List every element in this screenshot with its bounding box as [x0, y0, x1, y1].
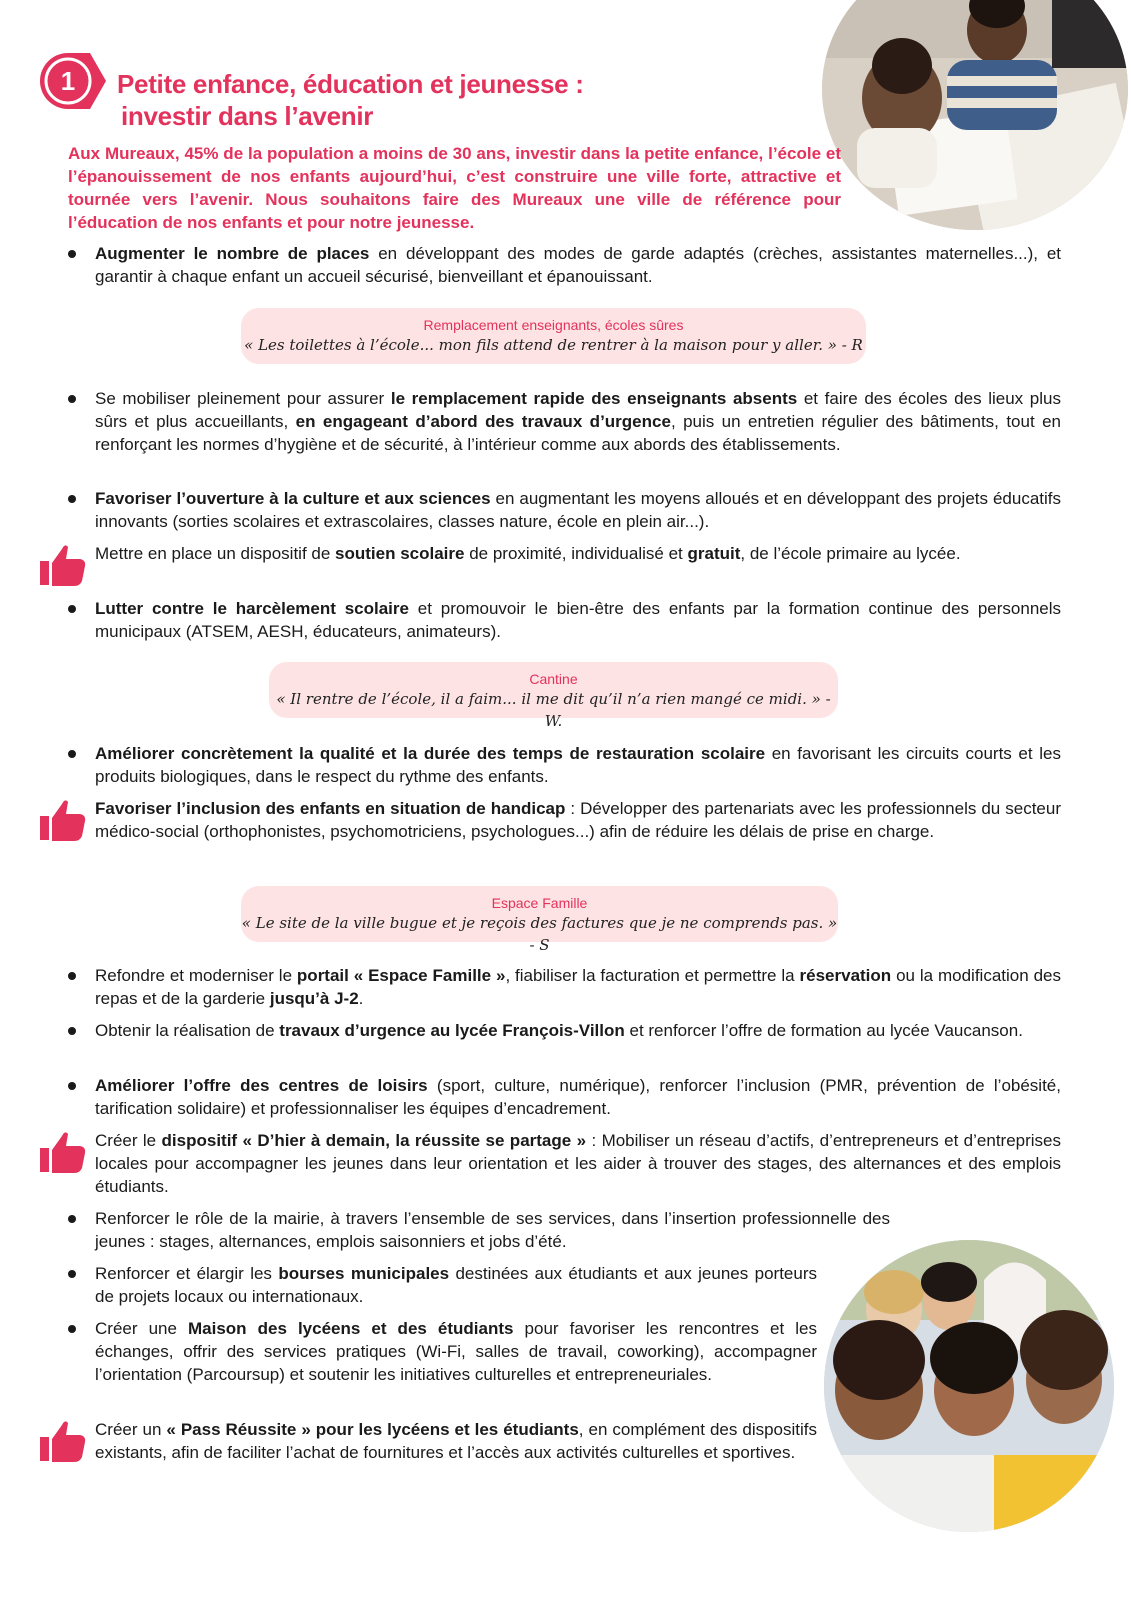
bullet-icon [68, 1027, 76, 1035]
bullet-icon [68, 750, 76, 758]
section-intro: Aux Mureaux, 45% de la population a moins de 30 ans, investir dans la petite enfance, l’école et l’épanouissement de nos enfants aujourd’hui, c’est construire une ville forte, attractive et tournée vers l’avenir. Nous souhaitons faire des Mureaux une ville de référence pour l’éducation de nos enfants et pour notre jeunesse. [68, 144, 841, 232]
section-title [117, 68, 584, 132]
children-studying-photo [822, 0, 1128, 230]
section-title-line1: Petite enfance, éducation et jeunesse : [117, 69, 584, 99]
list-item: Favoriser l’ouverture à la culture et aux sciences en augmentant les moyens alloués et en développant des projets éducatifs innovants (sorties scolaires et extrascolaires, classes nature, école en plein air...). [95, 489, 1062, 531]
list-item: Mettre en place un dispositif de soutien scolaire de proximité, individualisé et gratuit, de l’école primaire au lycée. [95, 544, 961, 563]
list-item: Améliorer l’offre des centres de loisirs (sport, culture, numérique), renforcer l’inclusion (PMR, prévention de l’obésité, tarification solidaire) et professionnaliser les équipes d’encadrement. [95, 1076, 1061, 1118]
list-item: Renforcer et élargir les bourses municipales destinées aux étudiants et aux jeunes porteurs de projets locaux ou internationaux. [95, 1264, 817, 1306]
list-item: Créer une Maison des lycéens et des étudiants pour favoriser les rencontres et les échanges, offrir des services pratiques (Wi-Fi, salles de travail, coworking), accompagner l’orientation (Parcoursup) et soutenir les initiatives culturelles et entrepreneuriales. [95, 1319, 817, 1384]
thumbs-up-icon [40, 798, 86, 842]
section-title-line2: investir dans l’avenir [121, 101, 374, 131]
list-item: Renforcer le rôle de la mairie, à travers l’ensemble de ses services, dans l’insertion professionnelle des jeunes : stages, alternances, emplois saisonniers et jobs d’été. [95, 1209, 890, 1251]
bullet-icon [68, 395, 76, 403]
quote-title: Remplacement enseignants, écoles sûres [423, 317, 684, 333]
quote-text: « Il rentre de l’école, il a faim... il me dit qu’il n’a rien mangé ce midi. » - W. [276, 690, 831, 730]
list-item: Créer le dispositif « D’hier à demain, la réussite se partage » : Mobiliser un réseau d’actifs, d’entrepreneurs et d’entreprises locales pour accompagner les jeunes dans leur orientation et les aider à trouver des stages, des alternances et des emplois étudiants. [95, 1131, 1062, 1196]
list-item: Favoriser l’inclusion des enfants en situation de handicap : Développer des partenariats avec les professionnels du secteur médico-social (orthophonistes, psychomotriciens, psychologues...) afin de réduire les délais de prise en charge. [95, 799, 1061, 841]
testimonial-quote [241, 308, 866, 364]
list-item: Se mobiliser pleinement pour assurer le remplacement rapide des enseignants absents et faire des écoles des lieux plus sûrs et plus accueillants, en engageant d’abord des travaux d’urgence, puis un entretien régulier des bâtiments, tout en renforçant les normes d’hygiène et de sécurité, à l’intérieur comme aux abords des établissements. [95, 389, 1061, 454]
smiling-young-women-photo [824, 1240, 1114, 1532]
thumbs-up-icon [40, 1419, 86, 1463]
thumbs-up-icon [40, 543, 86, 587]
bullet-icon [68, 1270, 76, 1278]
bullet-icon [68, 1325, 76, 1333]
bullet-icon [68, 495, 76, 503]
testimonial-quote [269, 662, 838, 730]
list-item: Créer un « Pass Réussite » pour les lycéens et les étudiants, en complément des dispositifs existants, afin de faciliter l’achat de fournitures et l’accès aux activités culturelles et sportives. [95, 1420, 818, 1462]
thumbs-up-icon [40, 1130, 86, 1174]
bullet-icon [68, 250, 76, 258]
list-item: Améliorer concrètement la qualité et la durée des temps de restauration scolaire en favorisant les circuits courts et les produits biologiques, dans le respect du rythme des enfants. [95, 744, 1061, 786]
list-item: Obtenir la réalisation de travaux d’urgence au lycée François-Villon et renforcer l’offre de formation au lycée Vaucanson. [95, 1021, 1023, 1040]
quote-title: Cantine [529, 671, 578, 687]
list-item: Augmenter le nombre de places en développant des modes de garde adaptés (crèches, assistantes maternelles...), et garantir à chaque enfant un accueil sécurisé, bienveillant et épanouissant. [95, 244, 1062, 286]
quote-title: Espace Famille [491, 895, 588, 911]
list-item: Lutter contre le harcèlement scolaire et promouvoir le bien-être des enfants par la formation continue des personnels municipaux (ATSEM, AESH, éducateurs, animateurs). [95, 599, 1061, 641]
quote-text: « Les toilettes à l’école... mon fils attend de rentrer à la maison pour y aller. » - R [244, 336, 863, 354]
bullet-icon [68, 605, 76, 613]
bullet-icon [68, 1082, 76, 1090]
section-number: 1 [60, 65, 76, 96]
quote-text: « Le site de la ville bugue et je reçois des factures que je ne comprends pas. » - S [241, 914, 838, 954]
bullet-icon [68, 1215, 76, 1223]
list-item: Refondre et moderniser le portail « Espace Famille », fiabiliser la facturation et permettre la réservation ou la modification des repas et de la garderie jusqu’à J-2. [95, 966, 1061, 1008]
bullet-icon [68, 972, 76, 980]
testimonial-quote [241, 886, 838, 954]
